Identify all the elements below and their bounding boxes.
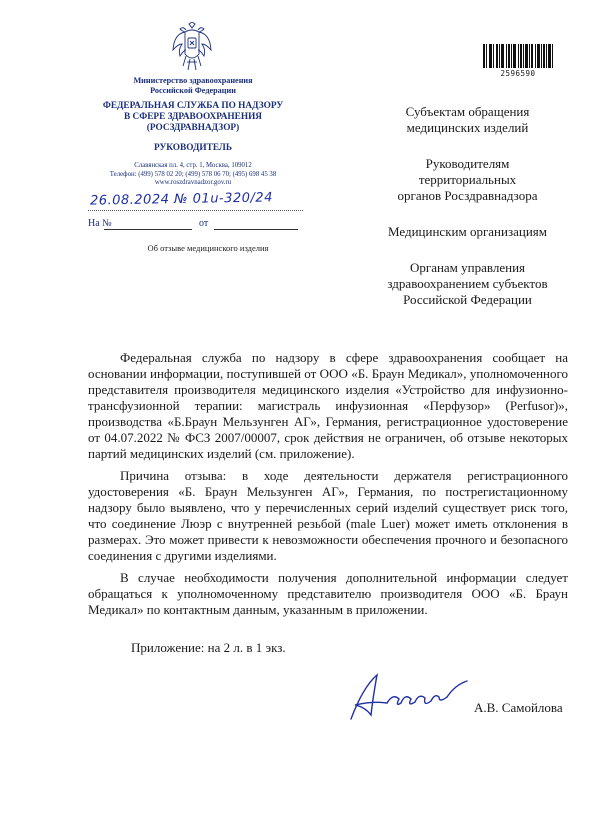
recipient-group: Органам управления здравоохранением субъектов Российской Федерации — [387, 260, 548, 307]
registration-date-handwritten: 26.08.2024 № 01u-320/24 — [89, 190, 274, 209]
barcode-number: 2596590 — [500, 69, 536, 78]
body-paragraph: Причина отзыва: в ходе деятельности держателя регистрационного удостоверения «Б. Браун Мельзунген АГ», Германия, по пострегистационному надзору было выявлено, что у перечисленных серий изделий существует риск того, что соединение Люэр с внутренней резьбой (male Luer) может иметь отклонения в размерах. Это может привести к невозможности обеспечения прочного и безопасного соединения с другими изделиями. — [88, 468, 568, 563]
double-headed-eagle-emblem-icon — [172, 22, 212, 74]
attachment-note: Приложение: на 2 л. в 1 экз. — [131, 640, 286, 655]
reply-number-line — [104, 229, 192, 230]
sender-address: Славянская пл. 4, стр. 1, Москва, 109012 Телефон: (499) 578 02 20; (499) 578 06 70; (495) 698 45 38 www.roszdravnadzor.gov.ru — [109, 162, 277, 186]
letter-subject: Об отзыве медицинского изделия — [147, 243, 269, 253]
recipient-group: Субъектам обращения медицинских изделий — [405, 104, 530, 135]
body-paragraph: Федеральная служба по надзору в сфере здравоохранения сообщает на основании информации, поступившей от ООО «Б. Браун Медикал», уполномоченного представителя производителя медицинского изделия «Устройство для инфузионно-трансфузионной терапии: магистраль инфузионная «Перфузор» (Perfusor)», производства «Б.Браун Мельзунген АГ», Германия, регистрационное удостоверение от 04.07.2022 № ФСЗ 2007/00007, срок действия не ограничен, об отзыве некоторых партий медицинских изделий (см. приложение). — [88, 350, 568, 461]
service-name: ФЕДЕРАЛЬНАЯ СЛУЖБА ПО НАДЗОРУ В СФЕРЕ ЗДРАВООХРАНЕНИЯ (РОСЗДРАВНАДЗОР) — [102, 101, 284, 133]
letter-body — [88, 350, 568, 624]
reply-date-label: от — [199, 218, 209, 229]
recipient-group: Руководителям территориальных органов Росздравнадзора — [397, 156, 538, 203]
sender-role: РУКОВОДИТЕЛЬ — [154, 143, 232, 153]
barcode-icon — [483, 44, 553, 68]
reply-date-line — [214, 229, 298, 230]
ministry-name: Министерство здравоохранения Российской Федерации — [133, 76, 253, 95]
handwritten-signature-icon — [343, 667, 473, 727]
signer-name: А.В. Самойлова — [474, 700, 563, 715]
recipients-block — [360, 104, 575, 328]
reply-number-label: На № — [88, 218, 112, 229]
body-paragraph: В случае необходимости получения дополнительной информации следует обращаться к уполномоченному представителю производителя ООО «Б. Браун Медикал» по контактным данным, указанным в приложении. — [88, 570, 568, 617]
recipient-group: Медицинским организациям — [388, 224, 547, 239]
